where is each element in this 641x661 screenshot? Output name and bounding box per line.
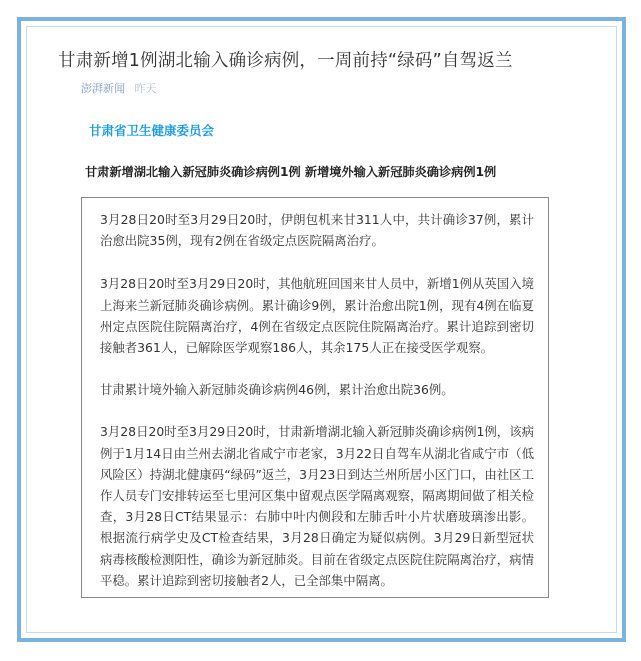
paragraph-4: 3月28日20时至3月29日20时，甘肃新增湖北输入新冠肺炎确诊病例1例，该病例于1月14日由兰州去湖北省咸宁市老家，3月22日自驾车从湖北省咸宁市（低风险区）持湖北健康码“绿码”返兰，3月23日到达兰州所居小区门口，由社区工作人员专门安排转运至七里河区集中留观点医学隔离观察，隔离期间做了相关检查，3月28日CT结果显示：右肺中叶内侧段和左肺舌叶小片状磨玻璃渗出影。根据流行病学史及CT检查结果，3月28日确定为疑似病例。3月29日新型冠状病毒核酸检测阳性，确诊为新冠肺炎。目前在省级定点医院住院隔离治疗，病情平稳。累计追踪到密切接触者2人，已全部集中隔离。	[100, 424, 534, 588]
content-box	[81, 197, 549, 598]
article-meta	[81, 80, 157, 96]
publish-time: 昨天	[134, 82, 157, 95]
article-title: 甘肃新增1例湖北输入确诊病例，一周前持“绿码”自驾返兰	[58, 51, 513, 71]
publisher-link[interactable]: 澎湃新闻	[81, 82, 125, 95]
source-label: 甘肃省卫生健康委员会	[89, 123, 215, 138]
paragraph-1: 3月28日20时至3月29日20时，伊朗包机来甘311人中，共计确诊37例，累计治愈出院35例，现有2例在省级定点医院隔离治疗。	[100, 212, 534, 249]
article-subheading: 甘肃新增湖北输入新冠肺炎确诊病例1例 新增境外输入新冠肺炎确诊病例1例	[85, 165, 497, 179]
paragraph-3: 甘肃累计境外输入新冠肺炎确诊病例46例，累计治愈出院36例。	[100, 382, 454, 398]
paragraph-2: 3月28日20时至3月29日20时，其他航班回国来甘人员中，新增1例从英国入境上海来兰新冠肺炎确诊病例。累计确诊9例，累计治愈出院1例，现有4例在临夏州定点医院住院隔离治疗，4例在省级定点医院住院隔离治疗。累计追踪到密切接触者361人，已解除医学观察186人，其余175人正在接受医学观察。	[100, 276, 534, 356]
